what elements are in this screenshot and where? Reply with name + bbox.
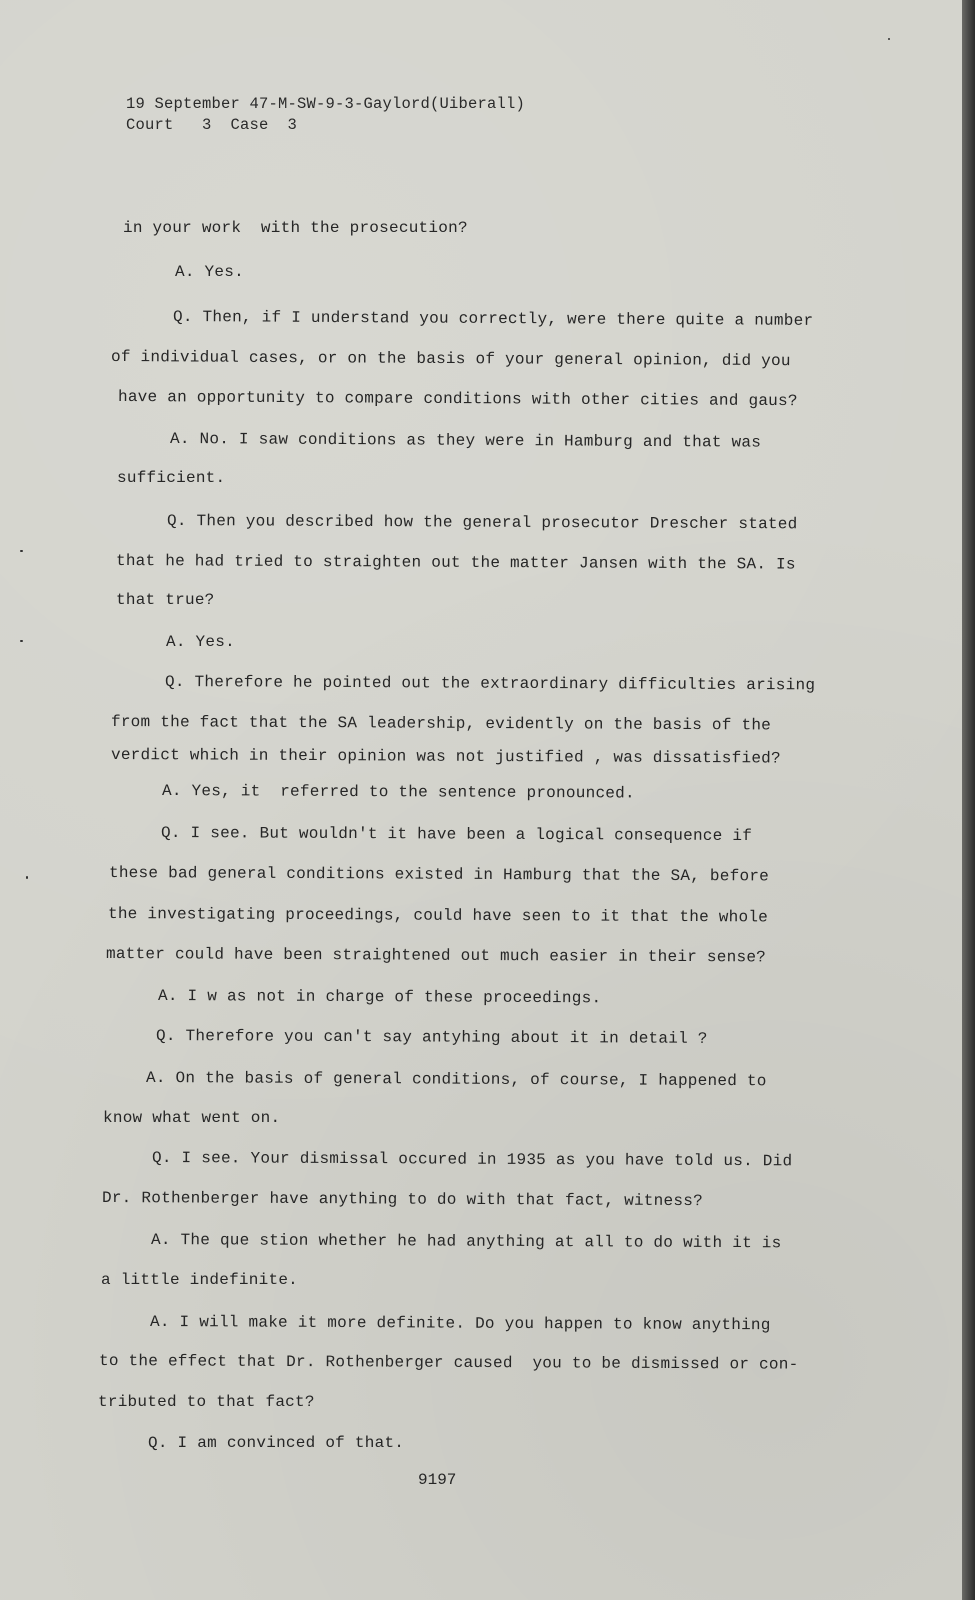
transcript-line: Dr. Rothenberger have anything to do with that fact, witness? [101,1189,703,1211]
scan-edge-shadow [962,0,975,1600]
transcript-line: tributed to that fact? [98,1393,315,1411]
transcript-line: A. I w as not in charge of these proceedings. [157,987,602,1008]
transcript-line: the investigating proceedings, could have seen to it that the whole [107,905,769,927]
transcript-line: A. The que stion whether he had anything at all to do with it is [150,1231,782,1253]
transcript-line: matter could have been straightened out much easier in their sense? [105,945,767,967]
transcript-line: from the fact that the SA leadership, evidently on the basis of the [110,713,772,735]
transcript-line: of individual cases, or on the basis of your general opinion, did you [110,348,791,371]
transcript-line: Q. Then, if I understand you correctly, were there quite a number [172,308,814,330]
header-line-date-reference: 19 September 47-M-SW-9-3-Gaylord(Uiberall) [126,95,526,113]
paper-speck [20,550,23,552]
transcript-line: Q. I see. But wouldn't it have been a logical consequence if [160,824,753,846]
transcript-line: Q. Therefore he pointed out the extraordinary difficulties arising [164,673,816,695]
transcript-line: A. I will make it more definite. Do you happen to know anything [149,1313,771,1335]
paper-speck [888,38,890,40]
transcript-line: A. Yes, it referred to the sentence pronounced. [161,782,635,803]
transcript-line: Q. I see. Your dismissal occured in 1935 as you have told us. Did [151,1149,793,1171]
transcript-line: Q. Then you described how the general prosecutor Drescher stated [166,512,798,534]
paper-speck [20,640,23,642]
header-line-court-case: Court 3 Case 3 [126,116,298,134]
transcript-line: a little indefinite. [101,1271,299,1289]
transcript-line: have an opportunity to compare conditions with other cities and gaus? [117,388,798,411]
transcript-line: in your work with the prosecution? [123,219,468,237]
transcript-line: A. Yes. [175,263,244,281]
transcript-line: that he had tried to straighten out the matter Jansen with the SA. Is [115,552,796,574]
transcript-line: A. On the basis of general conditions, of course, I happened to [145,1069,767,1091]
transcript-line: A. No. I saw conditions as they were in Hamburg and that was [169,430,762,452]
page-number: 9197 [418,1471,457,1489]
transcript-line: know what went on. [103,1109,281,1127]
paper-speck [26,876,28,879]
transcript-line: A. Yes. [166,633,235,651]
transcript-line: sufficient. [117,469,226,487]
transcript-line: Q. Therefore you can't say antyhing about it in detail ? [155,1027,708,1048]
transcript-line: to the effect that Dr. Rothenberger caused you to be dismissed or con- [98,1352,799,1374]
transcript-line: these bad general conditions existed in Hamburg that the SA, before [108,864,770,886]
transcript-line: Q. I am convinced of that. [148,1434,405,1452]
transcript-line: that true? [116,591,215,609]
transcript-line: verdict which in their opinion was not justified , was dissatisfied? [110,746,781,768]
